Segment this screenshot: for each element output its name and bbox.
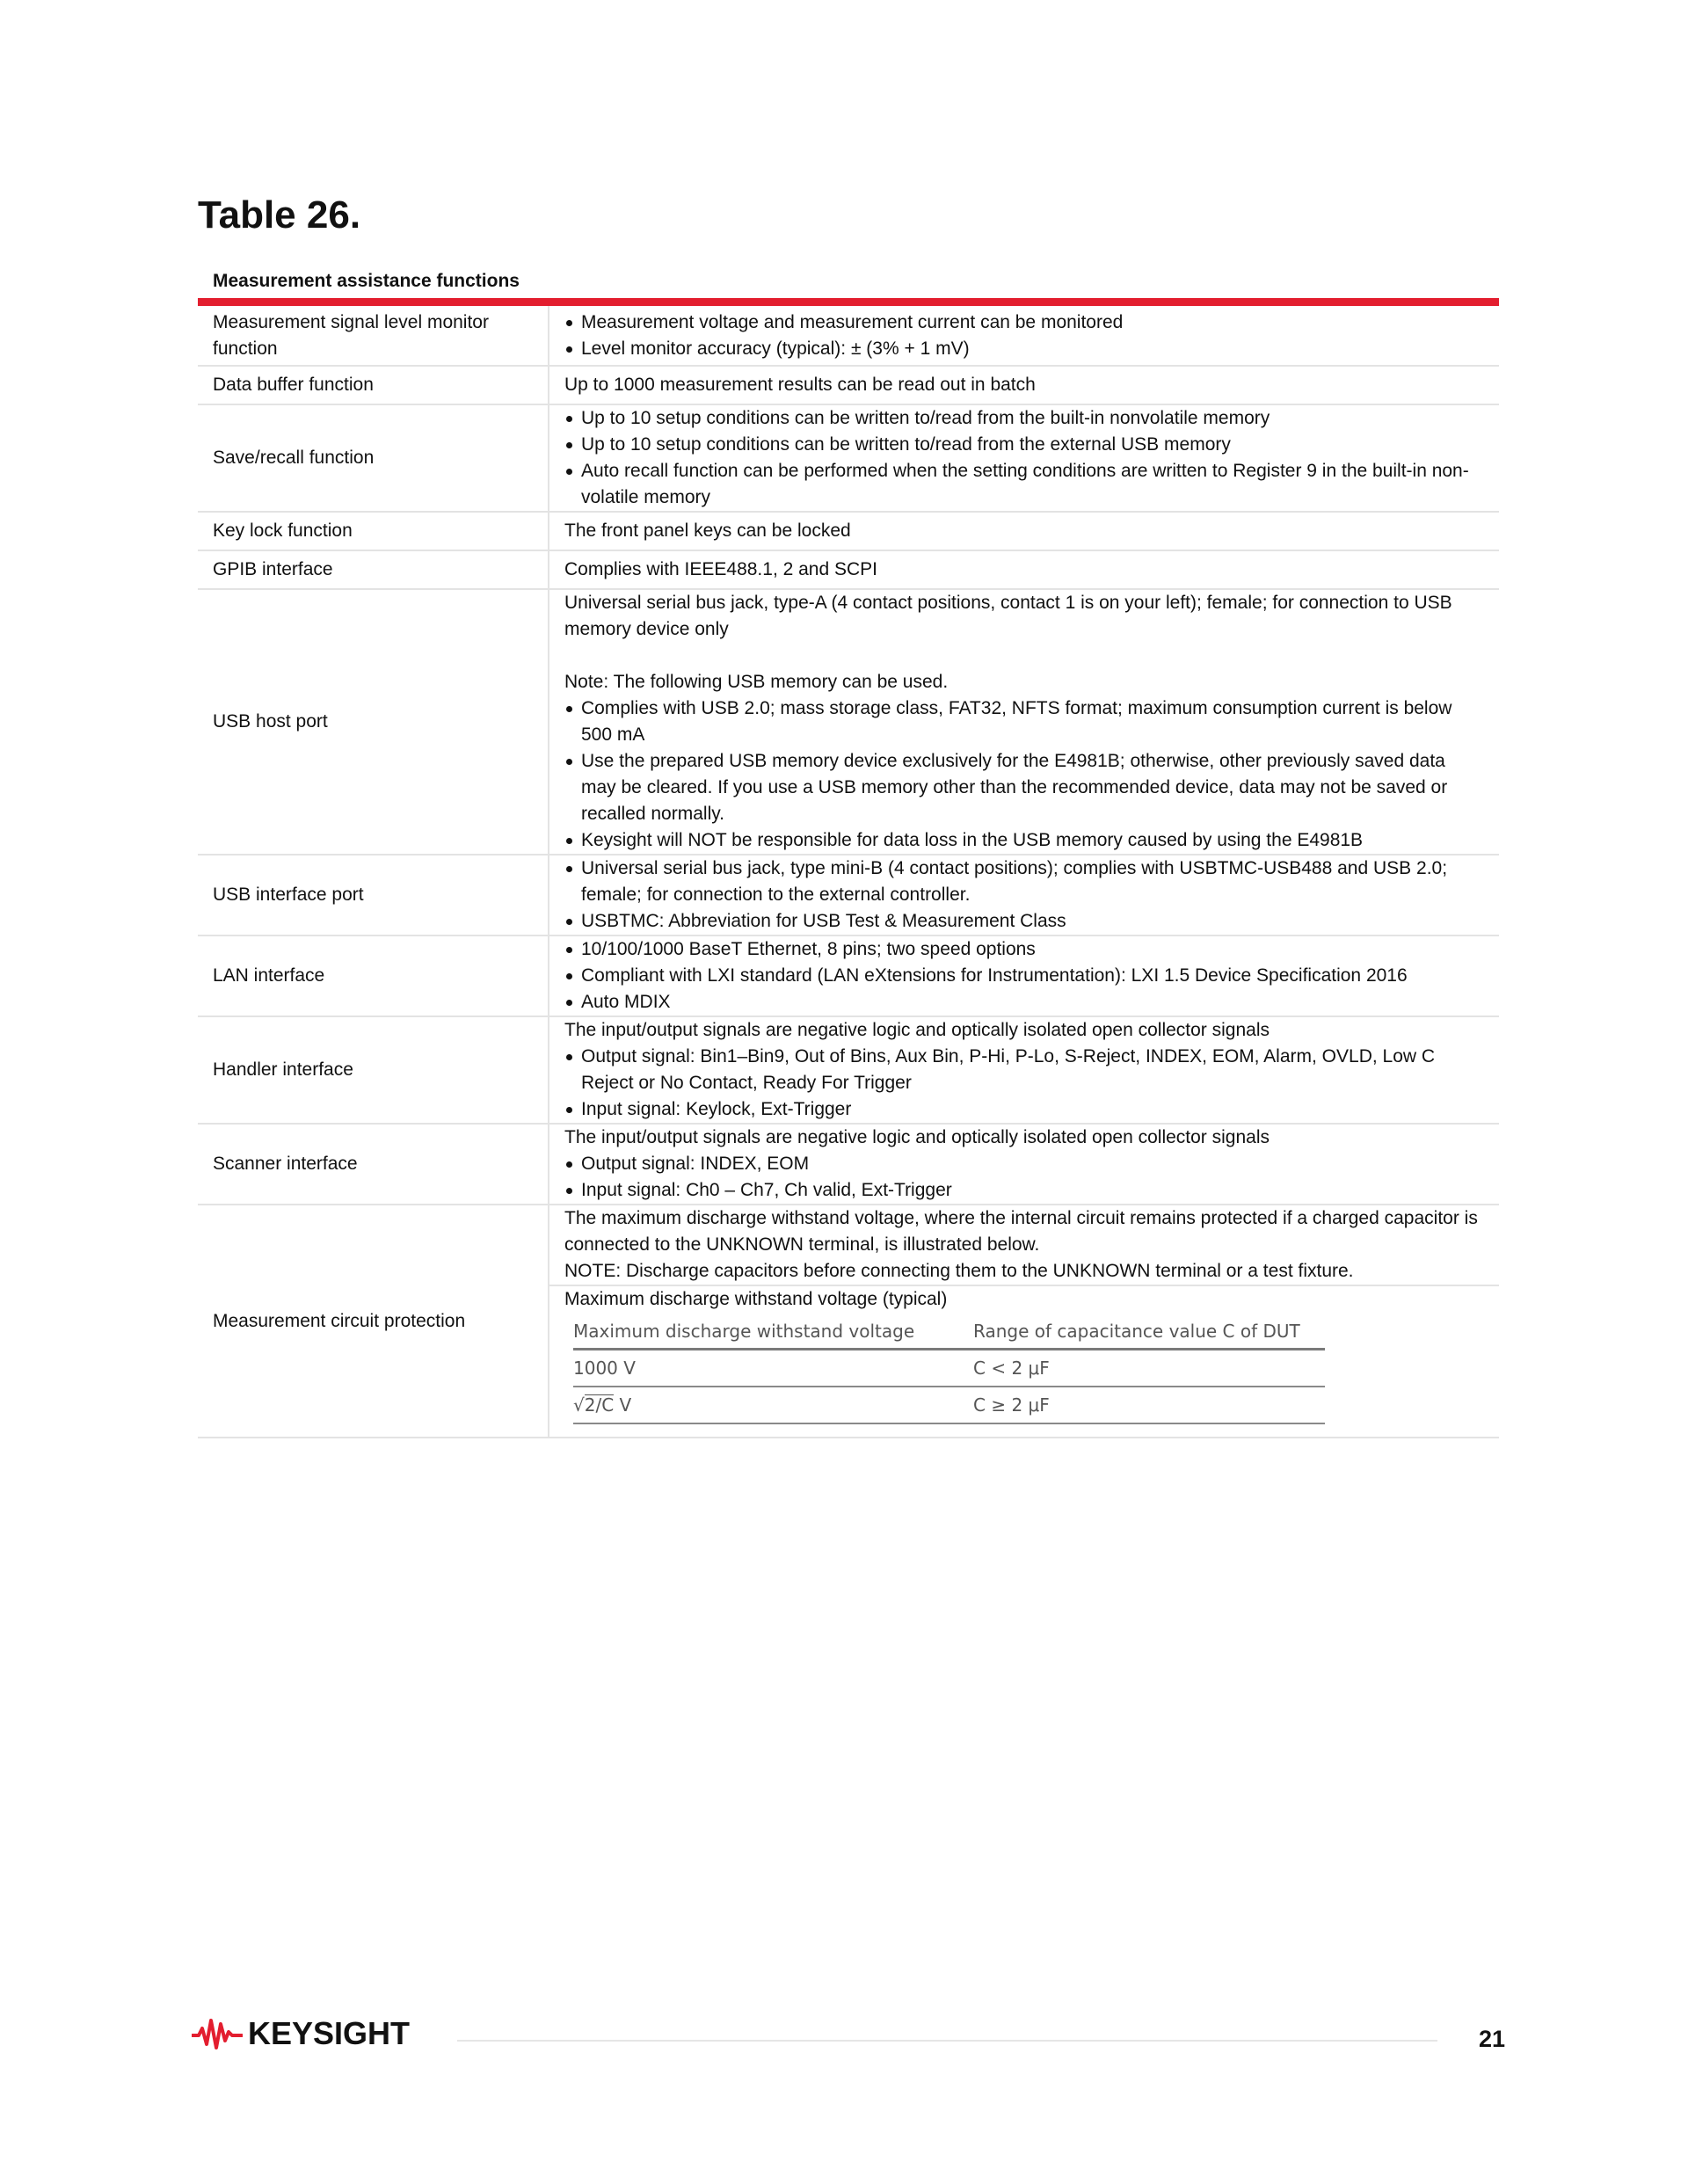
table-cell bbox=[573, 1387, 973, 1423]
bullet-item: USBTMC: Abbreviation for USB Test & Measurement Class bbox=[564, 908, 1483, 935]
column-header: Maximum discharge withstand voltage bbox=[573, 1314, 973, 1350]
table-cell: C ≥ 2 μF bbox=[973, 1387, 1325, 1423]
row-label: Data buffer function bbox=[198, 366, 549, 404]
bullet-item: Keysight will NOT be responsible for data loss in the USB memory caused by using the E4981B bbox=[564, 827, 1483, 854]
table-row-protection bbox=[198, 1205, 1499, 1438]
bullet-item: 10/100/1000 BaseT Ethernet, 8 pins; two speed options bbox=[564, 936, 1483, 963]
sqrt-symbol: √ bbox=[573, 1394, 585, 1416]
bullet-item: Output signal: INDEX, EOM bbox=[564, 1151, 1483, 1177]
table-row-data-buffer bbox=[198, 366, 1499, 404]
row-label: Handler interface bbox=[198, 1016, 549, 1124]
table-row-usb-host bbox=[198, 589, 1499, 855]
row-content bbox=[549, 306, 1499, 366]
row-label: Scanner interface bbox=[198, 1124, 549, 1205]
table-row-handler bbox=[198, 1016, 1499, 1124]
column-header: Range of capacitance value C of DUT bbox=[973, 1314, 1325, 1350]
inner-table-header-row bbox=[573, 1314, 1325, 1350]
bullet-item: Auto MDIX bbox=[564, 989, 1483, 1016]
row-content bbox=[549, 935, 1499, 1016]
paragraph: Maximum discharge withstand voltage (typical) bbox=[564, 1289, 948, 1309]
row-label: USB interface port bbox=[198, 855, 549, 935]
paragraph: Universal serial bus jack, type-A (4 contact positions, contact 1 is on your left); female; for connection to USB memory device only bbox=[564, 593, 1452, 639]
row-content bbox=[549, 404, 1499, 512]
bullet-item: Level monitor accuracy (typical): ± (3% + 1 mV) bbox=[564, 336, 1483, 362]
header-accent-bar bbox=[198, 298, 1499, 306]
row-label: Save/recall function bbox=[198, 404, 549, 512]
row-content: Up to 1000 measurement results can be read out in batch bbox=[549, 366, 1499, 404]
row-label: Key lock function bbox=[198, 512, 549, 550]
table-row-lan bbox=[198, 935, 1499, 1016]
section-header: Measurement assistance functions bbox=[213, 271, 520, 291]
bullet-item: Compliant with LXI standard (LAN eXtensions for Instrumentation): LXI 1.5 Device Specification 2016 bbox=[564, 963, 1483, 989]
row-content bbox=[549, 1205, 1499, 1438]
paragraph: The input/output signals are negative logic and optically isolated open collector signals bbox=[564, 1020, 1270, 1040]
bullet-item: Input signal: Ch0 – Ch7, Ch valid, Ext-Trigger bbox=[564, 1177, 1483, 1204]
page-number: 21 bbox=[1479, 2026, 1506, 2052]
table-row-usb-interface bbox=[198, 855, 1499, 935]
note-text: NOTE: Discharge capacitors before connecting them to the UNKNOWN terminal or a test fixture. bbox=[564, 1261, 1354, 1281]
bullet-item: Use the prepared USB memory device exclusively for the E4981B; otherwise, other previously saved data may be cleared. If you use a USB memory other than the recommended device, data may not be saved or recalled normally. bbox=[564, 748, 1483, 827]
table-row-scanner bbox=[198, 1124, 1499, 1205]
paragraph: The input/output signals are negative logic and optically isolated open collector signals bbox=[564, 1127, 1270, 1147]
row-content: The front panel keys can be locked bbox=[549, 512, 1499, 550]
page-title: Table 26. bbox=[198, 193, 361, 237]
row-label: LAN interface bbox=[198, 935, 549, 1016]
table-cell: C < 2 μF bbox=[973, 1350, 1325, 1387]
row-label: Measurement signal level monitor function bbox=[198, 306, 549, 366]
bullet-item: Complies with USB 2.0; mass storage class, FAT32, NFTS format; maximum consumption current is below 500 mA bbox=[564, 695, 1483, 748]
table-row-gpib bbox=[198, 550, 1499, 589]
table-cell: 1000 V bbox=[573, 1350, 973, 1387]
bullet-item: Measurement voltage and measurement current can be monitored bbox=[564, 309, 1483, 336]
bullet-item: Universal serial bus jack, type mini-B (4 contact positions); complies with USBTMC-USB488 and USB 2.0; female; for connection to the external controller. bbox=[564, 855, 1483, 908]
table-row-save-recall bbox=[198, 404, 1499, 512]
sqrt-radicand: 2/C bbox=[584, 1394, 615, 1416]
unit-text: V bbox=[614, 1394, 632, 1416]
keysight-wave-icon bbox=[192, 2016, 243, 2051]
discharge-voltage-table bbox=[573, 1314, 1325, 1424]
inner-table-row bbox=[573, 1350, 1325, 1387]
spec-table bbox=[198, 306, 1499, 1438]
bullet-item: Input signal: Keylock, Ext-Trigger bbox=[564, 1096, 1483, 1123]
inner-table-row bbox=[573, 1387, 1325, 1423]
bullet-item: Output signal: Bin1–Bin9, Out of Bins, Aux Bin, P-Hi, P-Lo, S-Reject, INDEX, EOM, Alarm, OVLD, Low C Reject or No Contact, Ready For Trigger bbox=[564, 1044, 1483, 1096]
row-label: GPIB interface bbox=[198, 550, 549, 589]
row-content bbox=[549, 1124, 1499, 1205]
row-content bbox=[549, 589, 1499, 855]
row-label: Measurement circuit protection bbox=[198, 1205, 549, 1438]
row-content bbox=[549, 1016, 1499, 1124]
table-row-signal-monitor bbox=[198, 306, 1499, 366]
note-text: Note: The following USB memory can be used. bbox=[564, 672, 949, 692]
bullet-item: Up to 10 setup conditions can be written to/read from the external USB memory bbox=[564, 432, 1483, 458]
bullet-item: Auto recall function can be performed when the setting conditions are written to Register 9 in the built-in non-volatile memory bbox=[564, 458, 1483, 511]
keysight-logo bbox=[192, 2013, 410, 2054]
brand-name: KEYSIGHT bbox=[248, 2015, 411, 2051]
row-content bbox=[549, 855, 1499, 935]
paragraph: The maximum discharge withstand voltage, where the internal circuit remains protected if a charged capacitor is connected to the UNKNOWN terminal, is illustrated below. bbox=[564, 1208, 1478, 1255]
bullet-item: Up to 10 setup conditions can be written to/read from the built-in nonvolatile memory bbox=[564, 405, 1483, 432]
row-label: USB host port bbox=[198, 589, 549, 855]
row-content: Complies with IEEE488.1, 2 and SCPI bbox=[549, 550, 1499, 589]
footer-divider bbox=[457, 2040, 1437, 2042]
table-row-key-lock bbox=[198, 512, 1499, 550]
